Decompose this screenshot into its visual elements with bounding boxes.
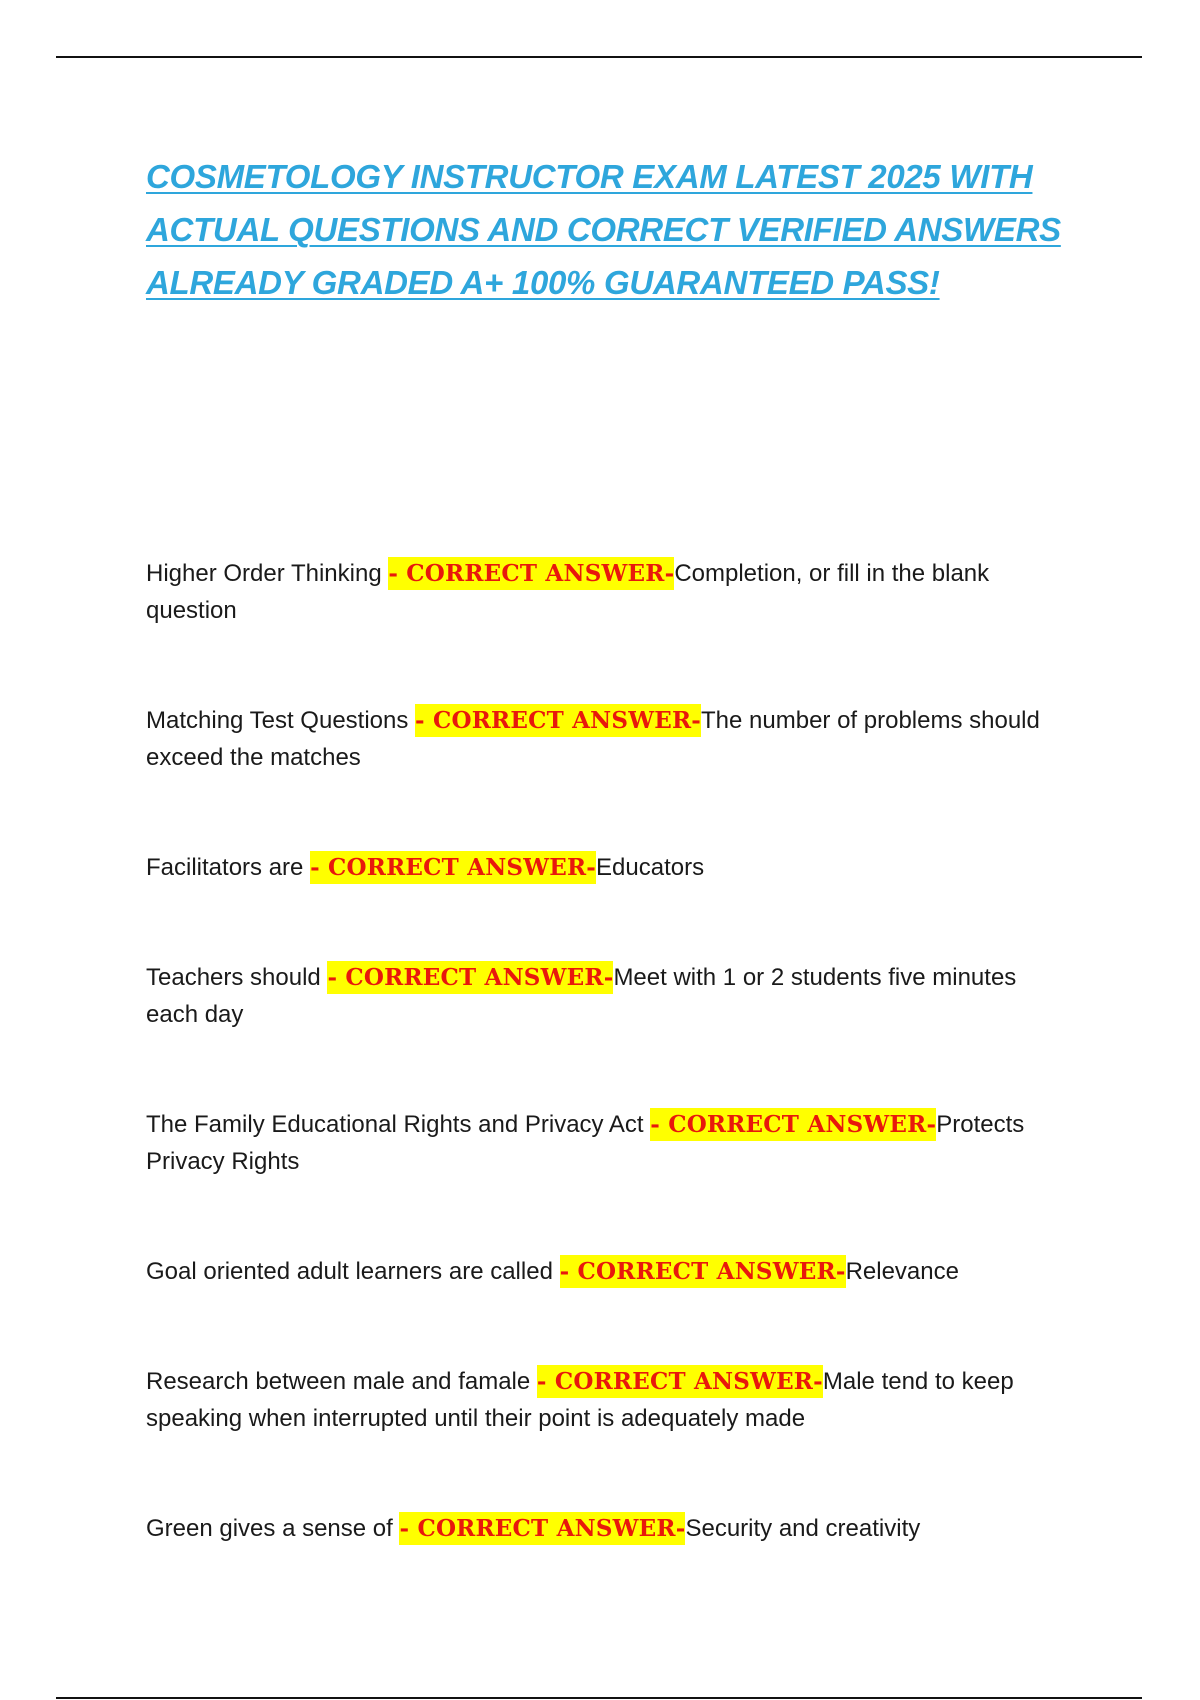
question-text: Matching Test Questions [146,707,416,734]
qa-item [146,1253,1066,1290]
answer-text: Educators [596,854,705,881]
qa-item [146,555,1066,629]
correct-answer-tag: - CORRECT ANSWER- [327,961,613,994]
answer-text: Protects Privacy Rights [146,1111,1025,1175]
question-text: Facilitators are [146,854,311,881]
answer-text: Meet with 1 or 2 students five minutes each day [146,964,1017,1028]
question-text: The Family Educational Rights and Privacy Act [146,1111,651,1138]
correct-answer-tag: - CORRECT ANSWER- [650,1108,936,1141]
question-text: Higher Order Thinking [146,560,389,587]
bottom-divider [56,1697,1142,1699]
qa-item [146,1106,1066,1180]
qa-item [146,702,1066,776]
qa-item [146,1510,1066,1547]
answer-text: Security and creativity [685,1515,921,1542]
correct-answer-tag: - CORRECT ANSWER- [399,1512,685,1545]
correct-answer-tag: - CORRECT ANSWER- [310,851,596,884]
correct-answer-tag: - CORRECT ANSWER- [388,557,674,590]
correct-answer-tag: - CORRECT ANSWER- [560,1255,846,1288]
question-text: Goal oriented adult learners are called [146,1258,560,1285]
answer-text: Male tend to keep speaking when interrupted until their point is adequately made [146,1368,1014,1432]
correct-answer-tag: - CORRECT ANSWER- [415,704,701,737]
qa-item [146,959,1066,1033]
top-divider [56,56,1142,58]
question-text: Research between male and famale [146,1368,537,1395]
document-title: COSMETOLOGY INSTRUCTOR EXAM LATEST 2025 WITH ACTUAL QUESTIONS AND CORRECT VERIFIED ANSWERS ALREADY GRADED A+ 100% GUARANTEED PASS! [146,158,1061,301]
correct-answer-tag: - CORRECT ANSWER- [537,1365,823,1398]
question-text: Teachers should [146,964,328,991]
qa-item [146,849,1066,886]
answer-text: Relevance [845,1258,959,1285]
answer-text: The number of problems should exceed the matches [146,707,1040,771]
answer-text: Completion, or fill in the blank question [146,560,990,624]
qa-list [146,555,1066,1620]
question-text: Green gives a sense of [146,1515,400,1542]
qa-item [146,1363,1066,1437]
